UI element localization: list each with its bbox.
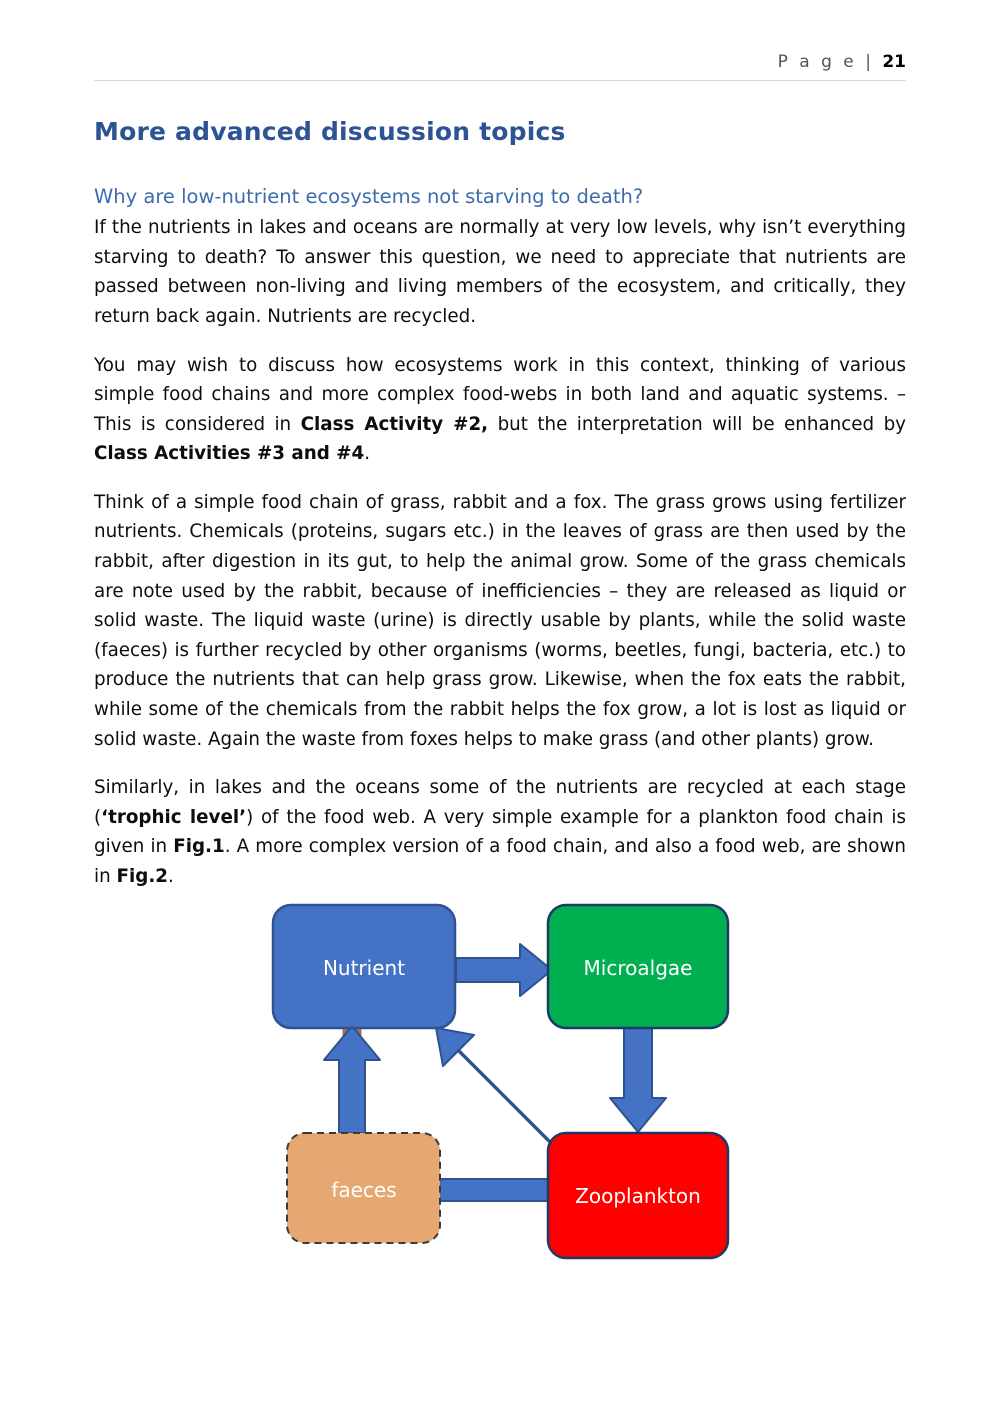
paragraph-discussion-bold-class-activity-2: Class Activity #2, (300, 413, 489, 435)
paragraph-trophic-text-a: Similarly, in lakes and the oceans some of the nutrients are recycled at each stage ( (94, 777, 906, 828)
page-title: More advanced discussion topics (94, 117, 566, 146)
paragraph-food-chain (94, 488, 906, 754)
paragraph-trophic-bold-fig2: Fig.2 (116, 866, 168, 887)
paragraph-trophic-bold-fig1: Fig.1 (173, 836, 225, 858)
paragraph-intro-text: If the nutrients in lakes and oceans are normally at very low levels, why isn’t everything starving to death? To answer this question, we need to appreciate that nutrients are passed between non-living and living members of the ecosystem, and critically, they return back again. Nutrients are recycled. (94, 217, 906, 327)
section-heading: Why are low-nutrient ecosystems not starving to death? (94, 184, 644, 208)
paragraph-discussion-text-b: but the interpretation will be enhanced by (488, 413, 906, 435)
diagram-node-microalgae[interactable] (548, 905, 728, 1028)
document-body (94, 118, 906, 911)
node-microalgae-label: Microalgae (583, 956, 693, 980)
diagram-node-nutrient[interactable] (273, 905, 455, 1028)
paragraph-intro (94, 213, 906, 331)
paragraph-trophic-bold-trophic-level: ‘trophic level’ (101, 806, 247, 828)
paragraph-food-chain-text: Think of a simple food chain of grass, rabbit and a fox. The grass grows using fertilizer nutrients. Chemicals (proteins, sugars etc.) in the leaves of grass are then used by the rabbit, after digestion in its gut, to help the animal grow. Some of the grass chemicals are note used by the rabbit, because of inefficiencies – they are released as liquid or solid waste. The liquid waste (urine) is directly usable by plants, while the solid waste (faeces) is further recycled by other organisms (worms, beetles, fungi, bacteria, etc.) to produce the nutrients that can help grass grow. Likewise, when the fox eats the rabbit, while some of the chemicals from the rabbit helps the fox grow, a lot is lost as liquid or solid waste. Again the waste from foxes helps to make grass (and other plants) grow. (94, 491, 906, 750)
arrow-faeces-to-nutrient (324, 1026, 380, 1133)
page-header (94, 52, 906, 72)
node-zooplankton-label: Zooplankton (575, 1184, 701, 1208)
diagram-node-faeces[interactable] (287, 1133, 440, 1243)
node-faeces-label: faeces (331, 1178, 397, 1202)
paragraph-trophic-text-b: ) of the food web. A very simple example for a plankton food chain is given in (94, 806, 906, 858)
paragraph-trophic-text-d: . (168, 866, 174, 887)
paragraph-discussion-text-a: You may wish to discuss how ecosystems work in this context, thinking of various simple food chains and more complex food-webs in both land and aquatic systems. – This is considered in (94, 354, 906, 435)
header-divider-rule (94, 80, 906, 81)
arrow-microalgae-to-zooplankton (610, 1028, 666, 1132)
figure-nutrient-cycle-diagram (0, 880, 1000, 1280)
paragraph-trophic (94, 773, 906, 891)
connector-zooplankton-to-faeces (431, 1179, 566, 1201)
paragraph-discussion-text-c: . (364, 443, 371, 465)
node-nutrient-label: Nutrient (322, 956, 406, 980)
header-separator: | (865, 52, 883, 72)
paragraph-trophic-text-c: . A more complex version of a food chain, and also a food web, are shown in (94, 836, 906, 887)
paragraph-discussion (94, 351, 906, 469)
paragraph-discussion-bold-class-activities-3-4: Class Activities #3 and #4 (94, 443, 365, 465)
arrow-nutrient-to-microalgae (456, 944, 552, 996)
header-page-number: 21 (882, 52, 906, 72)
diagram-node-zooplankton[interactable] (548, 1133, 728, 1258)
header-page-word: P a g e (777, 52, 866, 72)
